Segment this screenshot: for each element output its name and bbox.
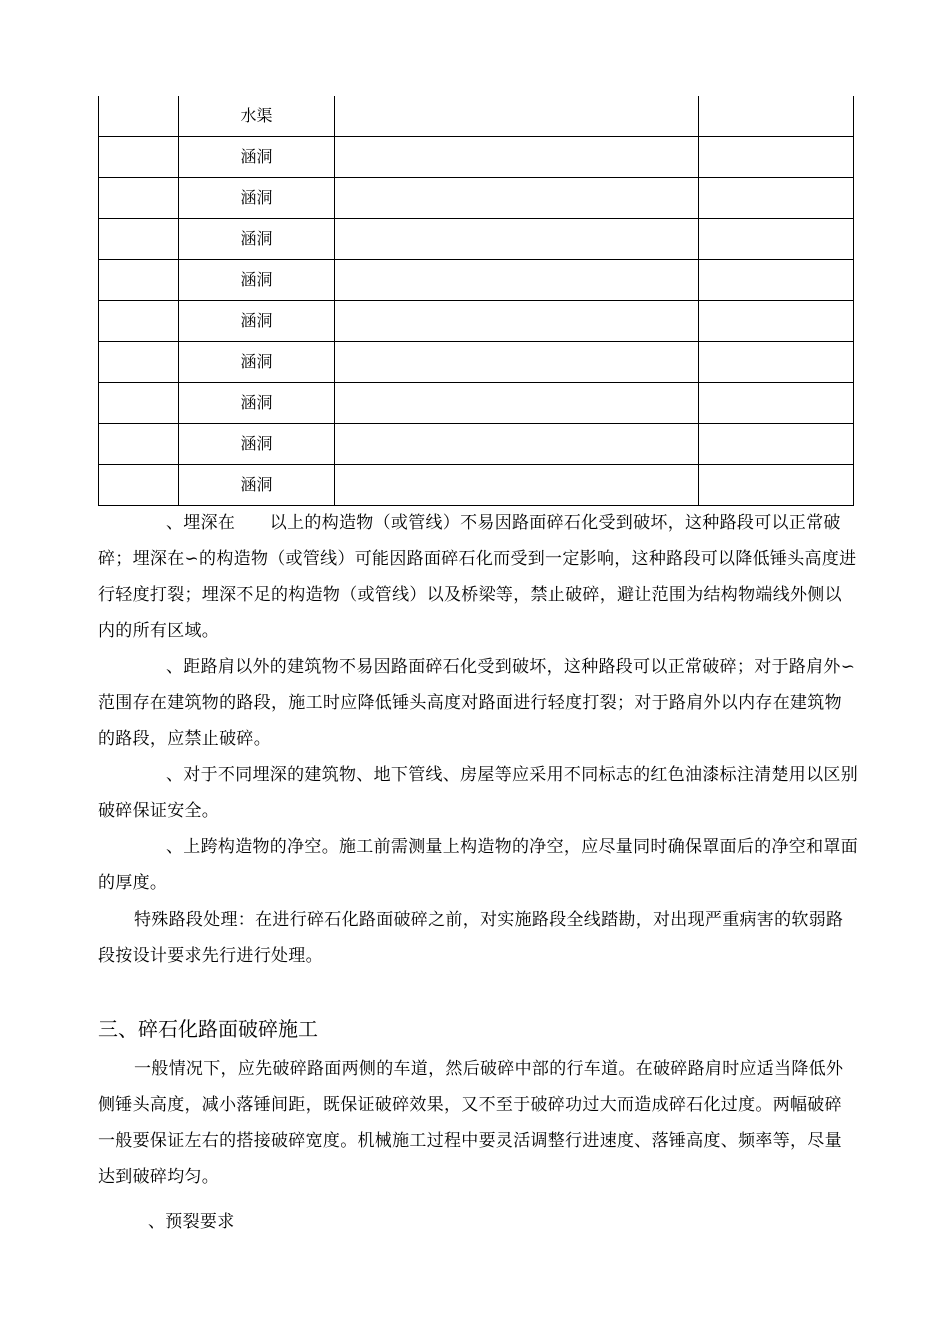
table-row xyxy=(99,96,854,137)
paragraph-shoulder-distance: 、距路肩以外的建筑物不易因路面碎石化受到破坏，这种路段可以正常破碎；对于路肩外∽范围存在建筑物的路段，施工时应降低锤头高度对路面进行轻度打裂；对于路肩外以内存在建筑物的路段，应禁止破碎。 xyxy=(98,657,856,749)
table-cell-c2: 水渠 xyxy=(179,96,335,137)
table-row xyxy=(99,465,854,506)
table-cell-c1 xyxy=(99,96,179,137)
table-cell-c2: 涵洞 xyxy=(179,260,335,301)
paragraph-clearance: 、上跨构造物的净空。施工前需测量上构造物的净空，应尽量同时确保罩面后的净空和罩面的厚度。 xyxy=(98,837,858,893)
table-cell-c4 xyxy=(699,96,854,137)
table-row xyxy=(99,219,854,260)
paragraph-buried-depth: 、埋深在 以上的构造物（或管线）不易因路面碎石化受到破坏，这种路段可以正常破碎；埋深在∽的构造物（或管线）可能因路面碎石化而受到一定影响，这种路段可以降低锤头高度进行轻度打裂；埋深不足的构造物（或管线）以及桥梁等，禁止破碎，避让范围为结构物端线外侧以内的所有区域。 xyxy=(98,513,857,641)
table-cell-c1 xyxy=(99,219,179,260)
section-heading: 三、碎石化路面破碎施工 xyxy=(98,1017,318,1041)
table-cell-c2: 涵洞 xyxy=(179,137,335,178)
table-cell-c3 xyxy=(335,342,699,383)
table-cell-c4 xyxy=(699,178,854,219)
table-cell-c4 xyxy=(699,219,854,260)
table-cell-c1 xyxy=(99,342,179,383)
table-cell-c1 xyxy=(99,137,179,178)
table-cell-c3 xyxy=(335,219,699,260)
paragraph-marking: 、对于不同埋深的建筑物、地下管线、房屋等应采用不同标志的红色油漆标注清楚用以区别破碎保证安全。 xyxy=(98,765,858,821)
table-cell-c4 xyxy=(699,424,854,465)
table-cell-c3 xyxy=(335,465,699,506)
table-cell-c1 xyxy=(99,465,179,506)
table-cell-c2: 涵洞 xyxy=(179,219,335,260)
table-row xyxy=(99,424,854,465)
table-cell-c2: 涵洞 xyxy=(179,424,335,465)
table-cell-c4 xyxy=(699,342,854,383)
table-cell-c3 xyxy=(335,260,699,301)
table-cell-c3 xyxy=(335,178,699,219)
table-cell-c4 xyxy=(699,137,854,178)
table-cell-c4 xyxy=(699,465,854,506)
table-cell-c2: 涵洞 xyxy=(179,301,335,342)
table-cell-c2: 涵洞 xyxy=(179,342,335,383)
subheading-precrack: 、预裂要求 xyxy=(148,1212,235,1232)
table-cell-c1 xyxy=(99,383,179,424)
structure-table xyxy=(98,96,854,506)
table-cell-c2: 涵洞 xyxy=(179,383,335,424)
table-cell-c4 xyxy=(699,383,854,424)
table-row xyxy=(99,260,854,301)
table-cell-c3 xyxy=(335,383,699,424)
table-row xyxy=(99,137,854,178)
table-cell-c1 xyxy=(99,424,179,465)
table-cell-c2: 涵洞 xyxy=(179,178,335,219)
paragraph-special-section: 特殊路段处理：在进行碎石化路面破碎之前，对实施路段全线踏勘，对出现严重病害的软弱路段按设计要求先行进行处理。 xyxy=(98,910,844,966)
table-cell-c1 xyxy=(99,178,179,219)
table-cell-c1 xyxy=(99,260,179,301)
table-cell-c2: 涵洞 xyxy=(179,465,335,506)
table-row xyxy=(99,178,854,219)
table-cell-c4 xyxy=(699,301,854,342)
table-row xyxy=(99,342,854,383)
table-cell-c1 xyxy=(99,301,179,342)
table-cell-c3 xyxy=(335,301,699,342)
table-row xyxy=(99,301,854,342)
table-row xyxy=(99,383,854,424)
table-cell-c3 xyxy=(335,137,699,178)
table-cell-c4 xyxy=(699,260,854,301)
table-cell-c3 xyxy=(335,424,699,465)
paragraph-construction: 一般情况下，应先破碎路面两侧的车道，然后破碎中部的行车道。在破碎路肩时应适当降低外侧锤头高度，减小落锤间距，既保证破碎效果，又不至于破碎功过大而造成碎石化过度。两幅破碎一般要保证左右的搭接破碎宽度。机械施工过程中要灵活调整行进速度、落锤高度、频率等，尽量达到破碎均匀。 xyxy=(98,1059,844,1187)
table-cell-c3 xyxy=(335,96,699,137)
